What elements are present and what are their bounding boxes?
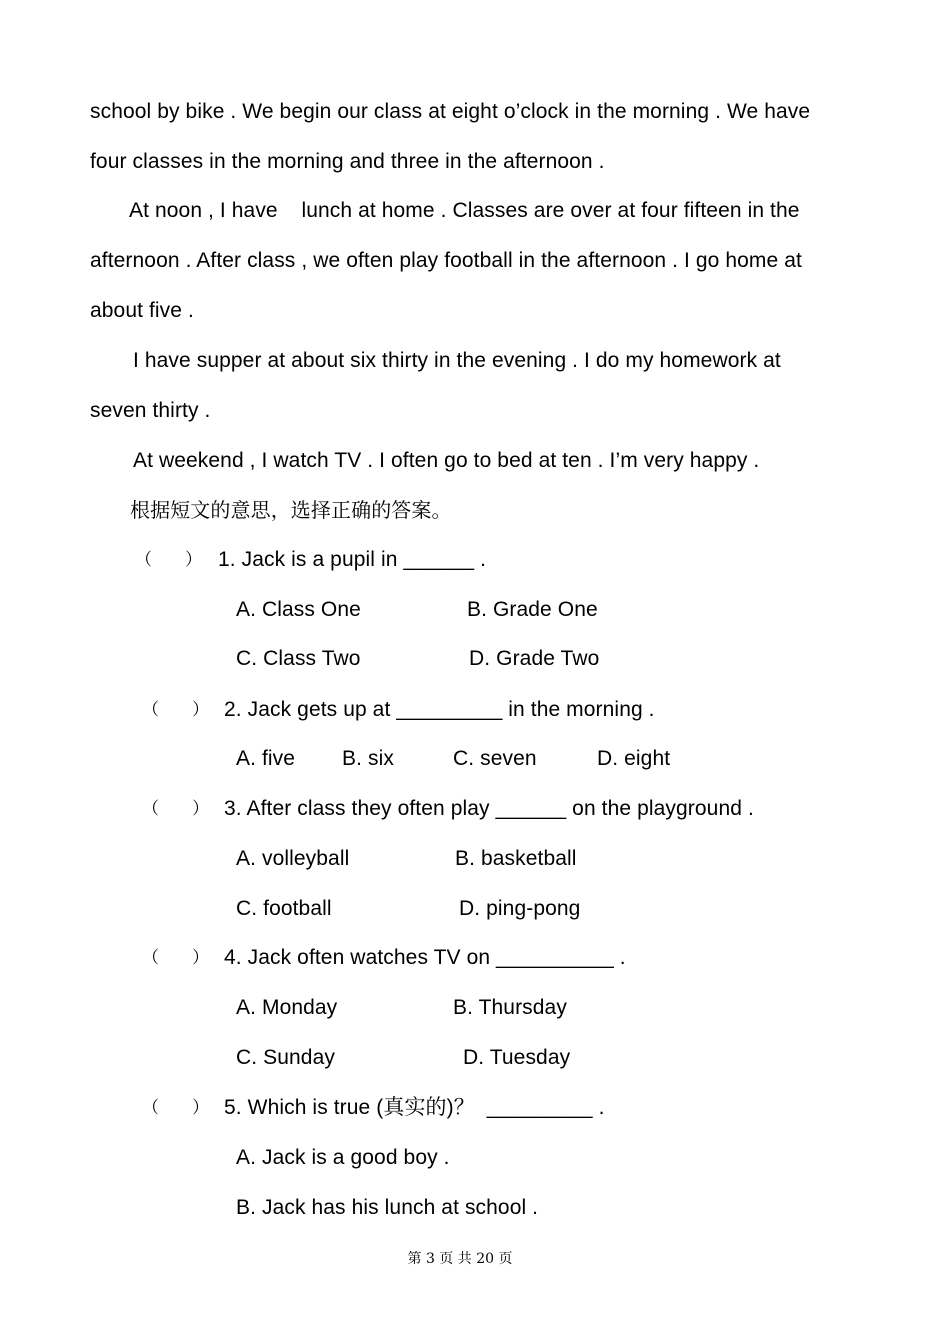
option-b: B. Thursday [453,996,567,1019]
option-a: A. Class One [236,598,361,621]
answer-bracket: （ ） [142,1098,210,1118]
option-d: D. eight [597,747,671,770]
passage-line-2: four classes in the morning and three in the afternoon . [90,150,605,173]
passage-line-1: school by bike . We begin our class at eight o’clock in the morning . We have [90,100,811,123]
question-stem: 2. Jack gets up at _________ in the morning . [224,698,655,721]
option-d: D. Grade Two [469,647,600,670]
option-a: A. volleyball [236,847,350,870]
question-stem: 5. Which is true (真实的)？ _________ . [224,1096,605,1119]
passage-line-8: At weekend , I watch TV . I often go to bed at ten . I’m very happy . [133,449,760,472]
option-c: C. seven [453,747,537,770]
option-a: A. Monday [236,996,338,1019]
option-d: D. Tuesday [463,1046,571,1069]
passage-line-6: I have supper at about six thirty in the evening . I do my homework at [133,349,781,372]
answer-bracket: （ ） [142,799,210,819]
option-b: B. basketball [455,847,577,870]
passage-line-3: At noon , I have lunch at home . Classes are over at four fifteen in the [129,199,800,222]
question-stem: 3. After class they often play ______ on the playground . [224,797,754,820]
option-c: C. Sunday [236,1046,335,1069]
passage-line-4: afternoon . After class , we often play football in the afternoon . I go home at [90,249,802,272]
question-stem: 4. Jack often watches TV on __________ . [224,946,626,969]
instruction: 根据短文的意思，选择正确的答案。 [130,498,452,522]
option-c: C. football [236,897,332,920]
option-d: D. ping-pong [459,897,581,920]
option-b: B. Grade One [467,598,598,621]
answer-bracket: （ ） [142,700,210,720]
option-a: A. Jack is a good boy . [236,1146,450,1169]
page-footer: 第 3 页 共 20 页 [407,1251,513,1267]
question-stem: 1. Jack is a pupil in ______ . [218,548,487,571]
answer-bracket: （ ） [135,550,203,570]
passage-line-5: about five . [90,299,194,322]
option-b: B. six [342,747,394,770]
answer-bracket: （ ） [142,948,210,968]
option-a: A. five [236,747,296,770]
option-c: C. Class Two [236,647,361,670]
passage-line-7: seven thirty . [90,399,211,422]
option-b: B. Jack has his lunch at school . [236,1196,539,1219]
